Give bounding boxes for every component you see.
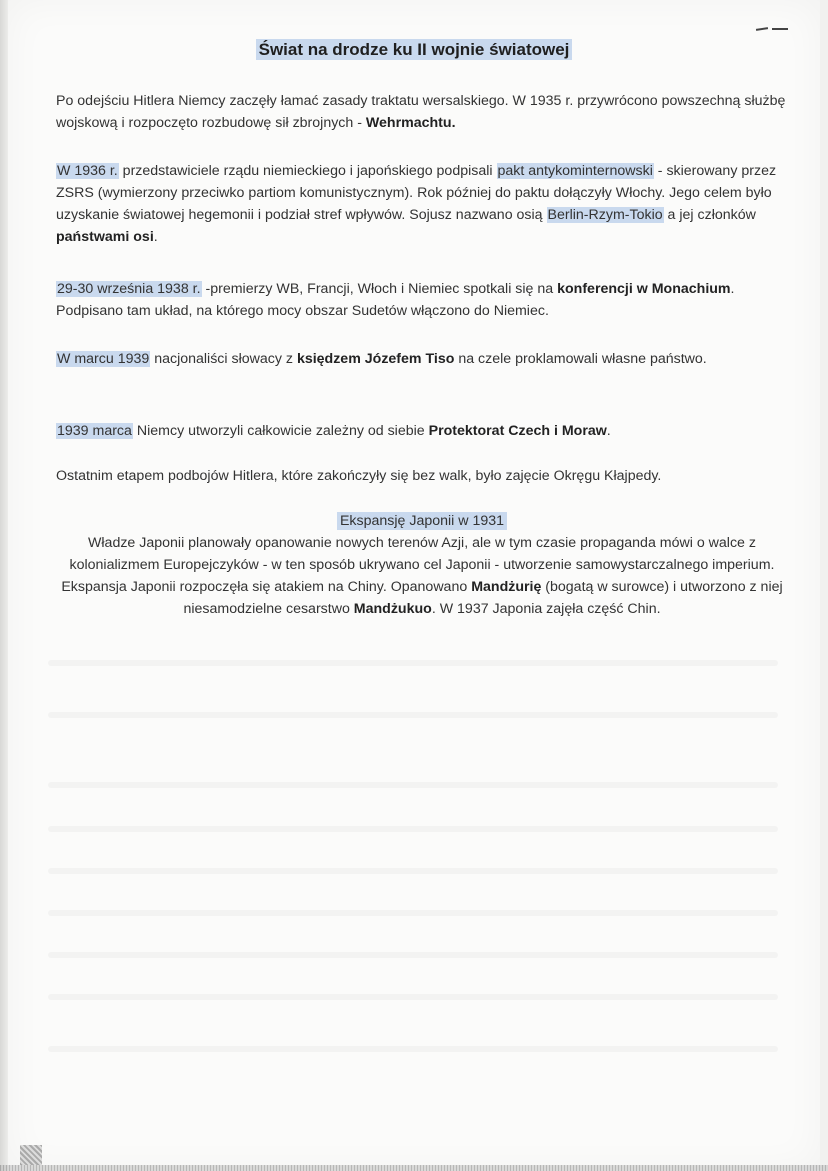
paragraph-text: . [606,423,611,439]
paragraph-munich [56,278,791,322]
section-japan [52,510,792,620]
show-through-line [48,1046,778,1052]
title-text: Świat na drodze ku II wojnie światowej [256,39,573,60]
bold-term: Mandżukuo [353,601,432,617]
paragraph-text: - skierowany przez ZSRS (wymierzony przeciwko partiom komunistycznym). Rok później do paktu dołączyły Włochy. Jego celem było uzyskanie światowej hegemonii i podział stref wpływów. Sojusz nazwano osią [56,163,777,223]
section-heading [52,510,792,532]
paragraph-text: . [153,229,158,245]
document-page [8,0,820,1171]
paragraph-text: -premierzy WB, Francji, Włoch i Niemiec spotkali się na [201,281,558,297]
paragraph-text: nacjonaliści słowacy z [150,351,297,367]
paragraph-text: Ostatnim etapem podbojów Hitlera, które zakończyły się bez walk, było zajęcie Okręgu Kłajpedy. [56,468,662,484]
paragraph-text: Po odejściu Hitlera Niemcy zaczęły łamać zasady traktatu wersalskiego. W 1935 r. przywrócono powszechną służbę wojskową i rozpoczęto rozbudowę sił zbrojnych - [56,93,786,131]
heading-text: Ekspansję Japonii w 1931 [337,512,507,530]
bold-term: konferencji w Monachium [557,281,731,297]
show-through-line [48,712,778,718]
paragraph-text: . Podpisano tam układ, na którego mocy obszar Sudetów włączono do Niemiec. [56,281,735,319]
bold-term: Protektorat Czech i Moraw [428,423,607,439]
show-through-line [48,826,778,832]
paragraph-text: Władze Japonii planowały opanowanie nowych terenów Azji, ale w tym czasie propaganda mówi o walce z kolonializmem Europejczyków - w ten sposób ukrywano cel Japonii - utworzenie samowystarczalnego imperium. Ekspansja Japonii rozpoczęła się atakiem na Chiny. Opanowano [61,535,775,595]
paragraph-text: na czele proklamowali własne państwo. [454,351,707,367]
paragraph-protectorate [56,420,791,442]
paragraph-text: a jej członków [663,207,756,223]
paragraph-text: (bogatą w surowce) i utworzono z niej niesamodzielne cesarstwo [183,579,783,617]
highlighted-date: 29-30 września 1938 r. [57,281,201,297]
highlighted-date: W 1936 r. [57,163,118,179]
japan-paragraph [52,532,792,620]
highlighted-term: Berlin-Rzym-Tokio [547,207,663,223]
bold-term: państwami osi [56,229,154,245]
page-title [8,40,820,60]
show-through-line [48,868,778,874]
paragraph-text: . W 1937 Japonia zajęła część Chin. [431,601,661,617]
scan-corner-artifact [20,1145,42,1165]
show-through-line [48,994,778,1000]
highlighted-date: 1939 marca [57,423,132,439]
paragraph-text: Niemcy utworzyli całkowicie zależny od siebie [132,423,429,439]
pen-mark [756,28,790,32]
paragraph-klaipeda [56,465,791,487]
paragraph-text: przedstawiciele rządu niemieckiego i japońskiego podpisali [118,163,497,179]
show-through-line [48,952,778,958]
bold-term: Wehrmachtu. [365,115,456,131]
paragraph-slovakia [56,348,791,370]
highlighted-term: pakt antykominternowski [497,163,653,179]
show-through-line [48,910,778,916]
bold-term: Mandżurię [471,579,542,595]
highlighted-date: W marcu 1939 [57,351,150,367]
scan-bottom-edge [0,1165,828,1171]
show-through-line [48,660,778,666]
paragraph-versailles [56,90,791,134]
bold-term: księdzem Józefem Tiso [296,351,455,367]
paragraph-anti-comintern [56,160,791,248]
show-through-line [48,782,778,788]
